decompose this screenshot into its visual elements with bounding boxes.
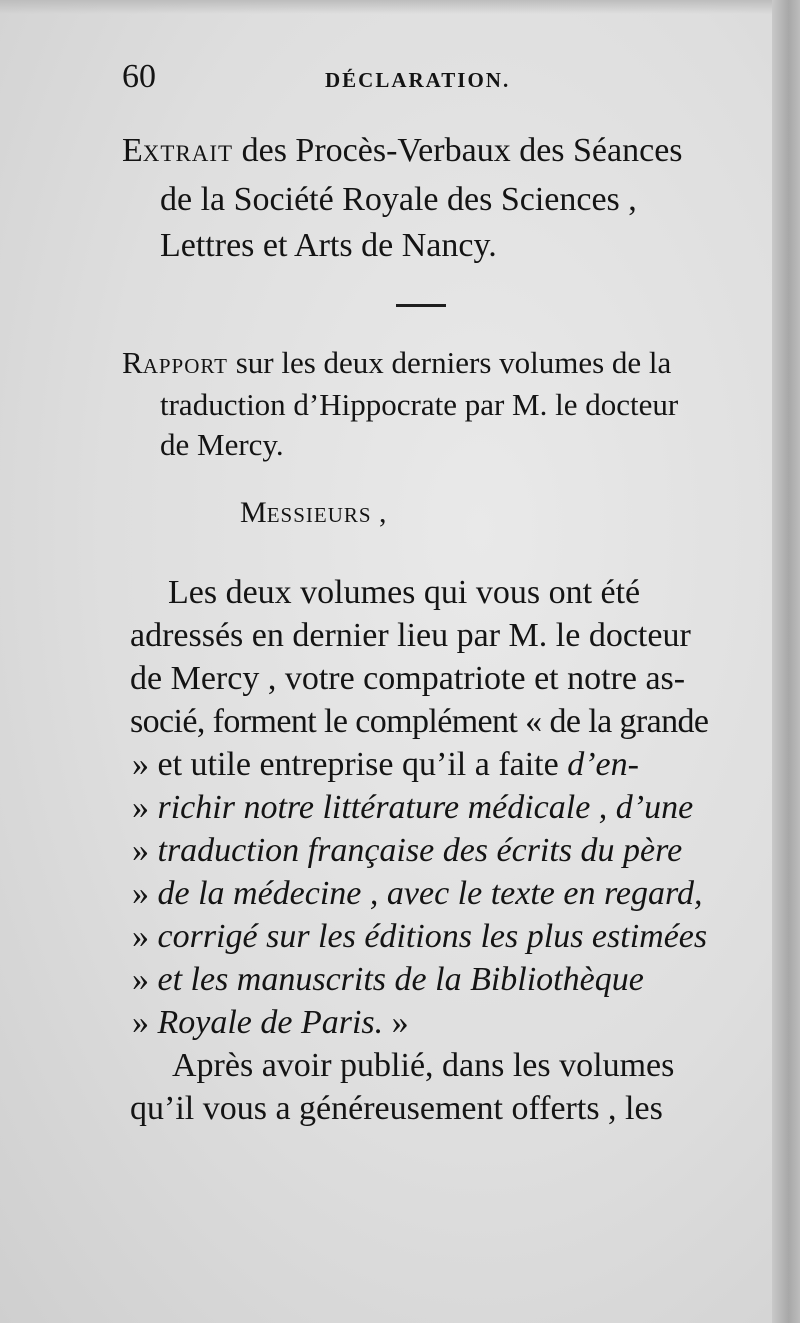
salutation [240, 496, 387, 530]
body-line-6-quote: » [132, 789, 158, 826]
salutation-rest: ESSIEURS [266, 503, 372, 527]
body-line-9 [132, 918, 707, 956]
extrait-line-1 [122, 132, 683, 170]
body-line-9-italic: corrigé sur les éditions les plus estimées [157, 918, 708, 955]
running-title: DÉCLARATION. [325, 68, 511, 92]
page-edge-top [0, 0, 800, 14]
body-line-7-quote: » [132, 832, 158, 869]
extrait-lead-first: E [122, 132, 143, 169]
body-line-4: socié, forment le complément « de la grande [130, 703, 709, 740]
body-line-8-italic: de la médecine , avec le texte en regard, [157, 875, 703, 912]
page-number: 60 [122, 58, 156, 95]
body-line-11-quote: » [132, 1004, 158, 1041]
rapport-line-2: traduction d’Hippocrate par M. le docteur [160, 387, 679, 422]
body-line-1: Les deux volumes qui vous ont été [168, 574, 641, 611]
body-line-13: qu’il vous a généreusement offerts , les [130, 1090, 663, 1127]
salutation-tail: , [371, 496, 387, 529]
body-line-11-tail: » [383, 1004, 409, 1041]
rapport-lead-rest: APPORT [142, 354, 228, 378]
body-line-12: Après avoir publié, dans les volumes [172, 1047, 675, 1084]
body-line-10 [132, 961, 644, 999]
body-line-6 [132, 789, 693, 827]
body-line-11-italic: Royale de Paris. [157, 1004, 384, 1041]
body-line-5-roman: » et utile entreprise qu’il a faite [132, 746, 568, 783]
body-line-8 [132, 875, 703, 913]
body-line-7 [132, 832, 682, 870]
body-line-5 [132, 746, 639, 784]
salutation-first: M [240, 496, 267, 529]
rapport-lead-first: R [122, 345, 143, 380]
body-line-2: adressés en dernier lieu par M. le docteur [130, 617, 691, 654]
extrait-line-1-text: des Procès-Verbaux des Séances [233, 132, 683, 169]
body-line-6-italic: richir notre littérature médicale , d’une [157, 789, 694, 826]
body-line-10-quote: » [132, 961, 158, 998]
section-divider-rule [396, 304, 446, 307]
rapport-line-1 [122, 345, 671, 381]
body-line-8-quote: » [132, 875, 158, 912]
body-line-11 [132, 1004, 409, 1042]
rapport-line-3: de Mercy. [160, 427, 284, 462]
page-edge-right [772, 0, 800, 1323]
body-line-7-italic: traduction française des écrits du père [157, 832, 683, 869]
rapport-line-1-text: sur les deux derniers volumes de la [227, 345, 672, 380]
body-line-5-italic: d’en- [567, 746, 639, 783]
extrait-lead-rest: XTRAIT [142, 141, 234, 166]
body-line-3: de Mercy , votre compatriote et notre as- [130, 660, 686, 697]
extrait-line-3: Lettres et Arts de Nancy. [160, 227, 497, 264]
body-line-9-quote: » [132, 918, 158, 955]
body-line-10-italic: et les manuscrits de la Bibliothèque [157, 961, 644, 998]
extrait-line-2: de la Société Royale des Sciences , [160, 181, 637, 218]
